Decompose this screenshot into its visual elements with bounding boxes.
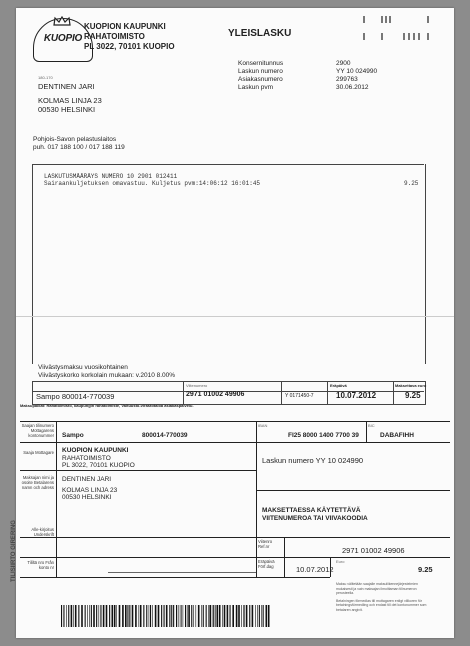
meta-label: Asiakasnumero xyxy=(238,76,283,83)
strip-ref-label: Viitenumero xyxy=(186,383,208,388)
sender-unit-name: Pohjois-Savon pelastuslaitos xyxy=(33,136,117,143)
giro-ref-label: Viitenro Ref.nr xyxy=(258,539,273,549)
col-rule xyxy=(256,422,257,577)
giro-bic: DABAFIHH xyxy=(380,432,414,439)
meta-row xyxy=(238,68,378,76)
giro-payer-street: KOLMAS LINJA 23 xyxy=(62,486,118,494)
meta-label: Konsernitunnus xyxy=(238,60,284,67)
recipient-street: KOLMAS LINJA 23 xyxy=(38,96,102,105)
statement-top-rule xyxy=(32,164,424,165)
row-rule xyxy=(20,557,450,558)
statement-line-2: Sairaankuljetuksen omavastuu. Kuljetus pvm:14:06:12 16:01:45 xyxy=(44,180,261,187)
giro-iban: FI25 8000 1400 7700 39 xyxy=(288,432,359,439)
strip-due: 10.07.2012 xyxy=(336,391,377,400)
giro-fine-print-sv: Betalningen förmedlas till mottagaren enligt villkoren för betalningsförmedling och endast till det kontonummer som betalaren angivit. xyxy=(336,598,427,612)
giro-payer-name: DENTINEN JARI xyxy=(62,476,112,483)
giro-from-account-label: Tililtä nro Från konto nr xyxy=(27,560,54,570)
issuer-address: PL 3022, 70101 KUOPIO xyxy=(84,42,175,51)
recipient-postal: 00530 HELSINKI xyxy=(38,105,96,114)
giro-fine-print-fi: Maksu välitetään saajalle maksuliikennejärjestelmien mukaisesti ja vain maksajan ilmoittaman tilinumeron perusteella. xyxy=(336,582,418,595)
giro-notice xyxy=(262,507,368,522)
meta-value: YY 10 024990 xyxy=(336,68,378,75)
fold-line xyxy=(16,316,454,317)
strip-divider xyxy=(393,382,394,404)
strip-amount: 9.25 xyxy=(405,391,421,400)
recipient-code: 180-170 xyxy=(38,75,53,80)
late-fee-line-1: Viivästysmaksu vuosikohtainen xyxy=(38,364,128,371)
sender-unit xyxy=(33,136,125,152)
strip-ref: 2971 01002 49906 xyxy=(186,391,245,398)
sender-unit-phone: puh. 017 188 100 / 017 188 119 xyxy=(33,144,125,151)
giro-vertical-text: TILISIIRTO GIRERING xyxy=(11,520,17,582)
statement-line-1: LASKUTUSMÄÄRÄYS NUMERO 10 2901 012411 xyxy=(44,173,178,180)
meta-value: 30.06.2012 xyxy=(336,84,369,91)
recipient-name: DENTINEN JARI xyxy=(38,82,95,91)
giro-payee-unit: RAHATOIMISTO xyxy=(62,454,111,462)
row-rule xyxy=(256,537,450,538)
col-rule xyxy=(366,422,367,442)
strip-amount-label: Maksettava euro xyxy=(395,383,427,388)
meta-value: 2900 xyxy=(336,60,351,67)
giro-euro-label: Euro xyxy=(336,559,345,564)
giro-payee-label: Saaja Mottagare xyxy=(23,450,54,455)
invoice-meta xyxy=(238,60,378,92)
payment-places-note: Maksupaikat: Rahatoimisto, kaupungin rahatoimiste, Valtuusto-virastotaloa asiakaspalvelu. xyxy=(20,403,194,408)
giro-account-label: Saajan tilinumero Mottagarens kontonummer xyxy=(21,423,54,438)
giro-payee xyxy=(62,447,135,470)
strip-bank: Sampo 800014-770039 xyxy=(36,392,115,401)
strip-ytunnus: Y 0171450-7 xyxy=(285,393,314,399)
strip-divider xyxy=(183,382,184,404)
meta-value: 299763 xyxy=(336,76,358,83)
meta-row xyxy=(238,84,369,92)
late-fee-line-2: Viivästyskorko korkolain mukaan: v.2010 8.00% xyxy=(38,372,176,379)
row-rule xyxy=(256,490,450,491)
logo-text: KUOPIO xyxy=(43,33,83,44)
document-title: YLEISLASKU xyxy=(228,28,292,39)
meta-row xyxy=(238,60,351,68)
giro-payee-address: PL 3022, 70101 KUOPIO xyxy=(62,462,135,469)
sort-code-marks xyxy=(362,14,432,42)
giro-payer xyxy=(62,476,117,502)
giro-ref: 2971 01002 49906 xyxy=(342,546,405,555)
strip-divider xyxy=(281,382,282,404)
meta-row xyxy=(238,76,358,84)
giro-bic-label: BIC xyxy=(368,423,375,428)
signature-line xyxy=(108,572,256,573)
row-rule xyxy=(20,442,450,443)
giro-bank: Sampo xyxy=(62,432,84,439)
statement-amount: 9.25 xyxy=(404,180,419,187)
giro-payer-postal: 00530 HELSINKI xyxy=(62,494,112,501)
giro-notice-line-1: MAKSETTAESSA KÄYTETTÄVÄ xyxy=(262,507,361,514)
meta-label: Laskun numero xyxy=(238,68,283,75)
strip-divider xyxy=(327,382,328,404)
recipient-address xyxy=(38,82,102,114)
payment-barcode xyxy=(61,605,273,627)
col-rule xyxy=(284,537,285,577)
giro-signature-label: Alle-kirjoitus Underskrift xyxy=(31,527,54,537)
giro-invoice-number: Laskun numero YY 10 024990 xyxy=(262,456,364,465)
giro-due: 10.07.2012 xyxy=(296,565,334,574)
col-rule xyxy=(56,422,57,577)
giro-payee-name: KUOPION KAUPUNKI xyxy=(62,447,129,454)
giro-vertical-label xyxy=(10,512,18,592)
late-fee-info xyxy=(38,364,175,380)
giro-amount: 9.25 xyxy=(418,565,433,574)
row-rule xyxy=(20,577,330,578)
issuer-block xyxy=(84,22,175,52)
issuer-name: KUOPION KAUPUNKI xyxy=(84,22,166,31)
giro-payer-label: Maksajan nimi ja osoite Betalarens namn och adress xyxy=(21,475,54,490)
giro-due-label: Eräpäivä Förf.dag xyxy=(258,559,275,569)
meta-label: Laskun pvm xyxy=(238,84,274,91)
crown-icon xyxy=(53,16,71,26)
giro-fine-print xyxy=(336,582,428,612)
issuer-unit: RAHATOIMISTO xyxy=(84,32,145,41)
giro-notice-line-2: VIITENUMEROA TAI VIIVAKOODIA xyxy=(262,514,368,522)
giro-iban-label: IBAN xyxy=(258,423,268,428)
giro-account: 800014-770039 xyxy=(142,432,188,439)
strip-due-label: Eräpäivä xyxy=(330,383,347,388)
statement-box xyxy=(32,164,426,364)
